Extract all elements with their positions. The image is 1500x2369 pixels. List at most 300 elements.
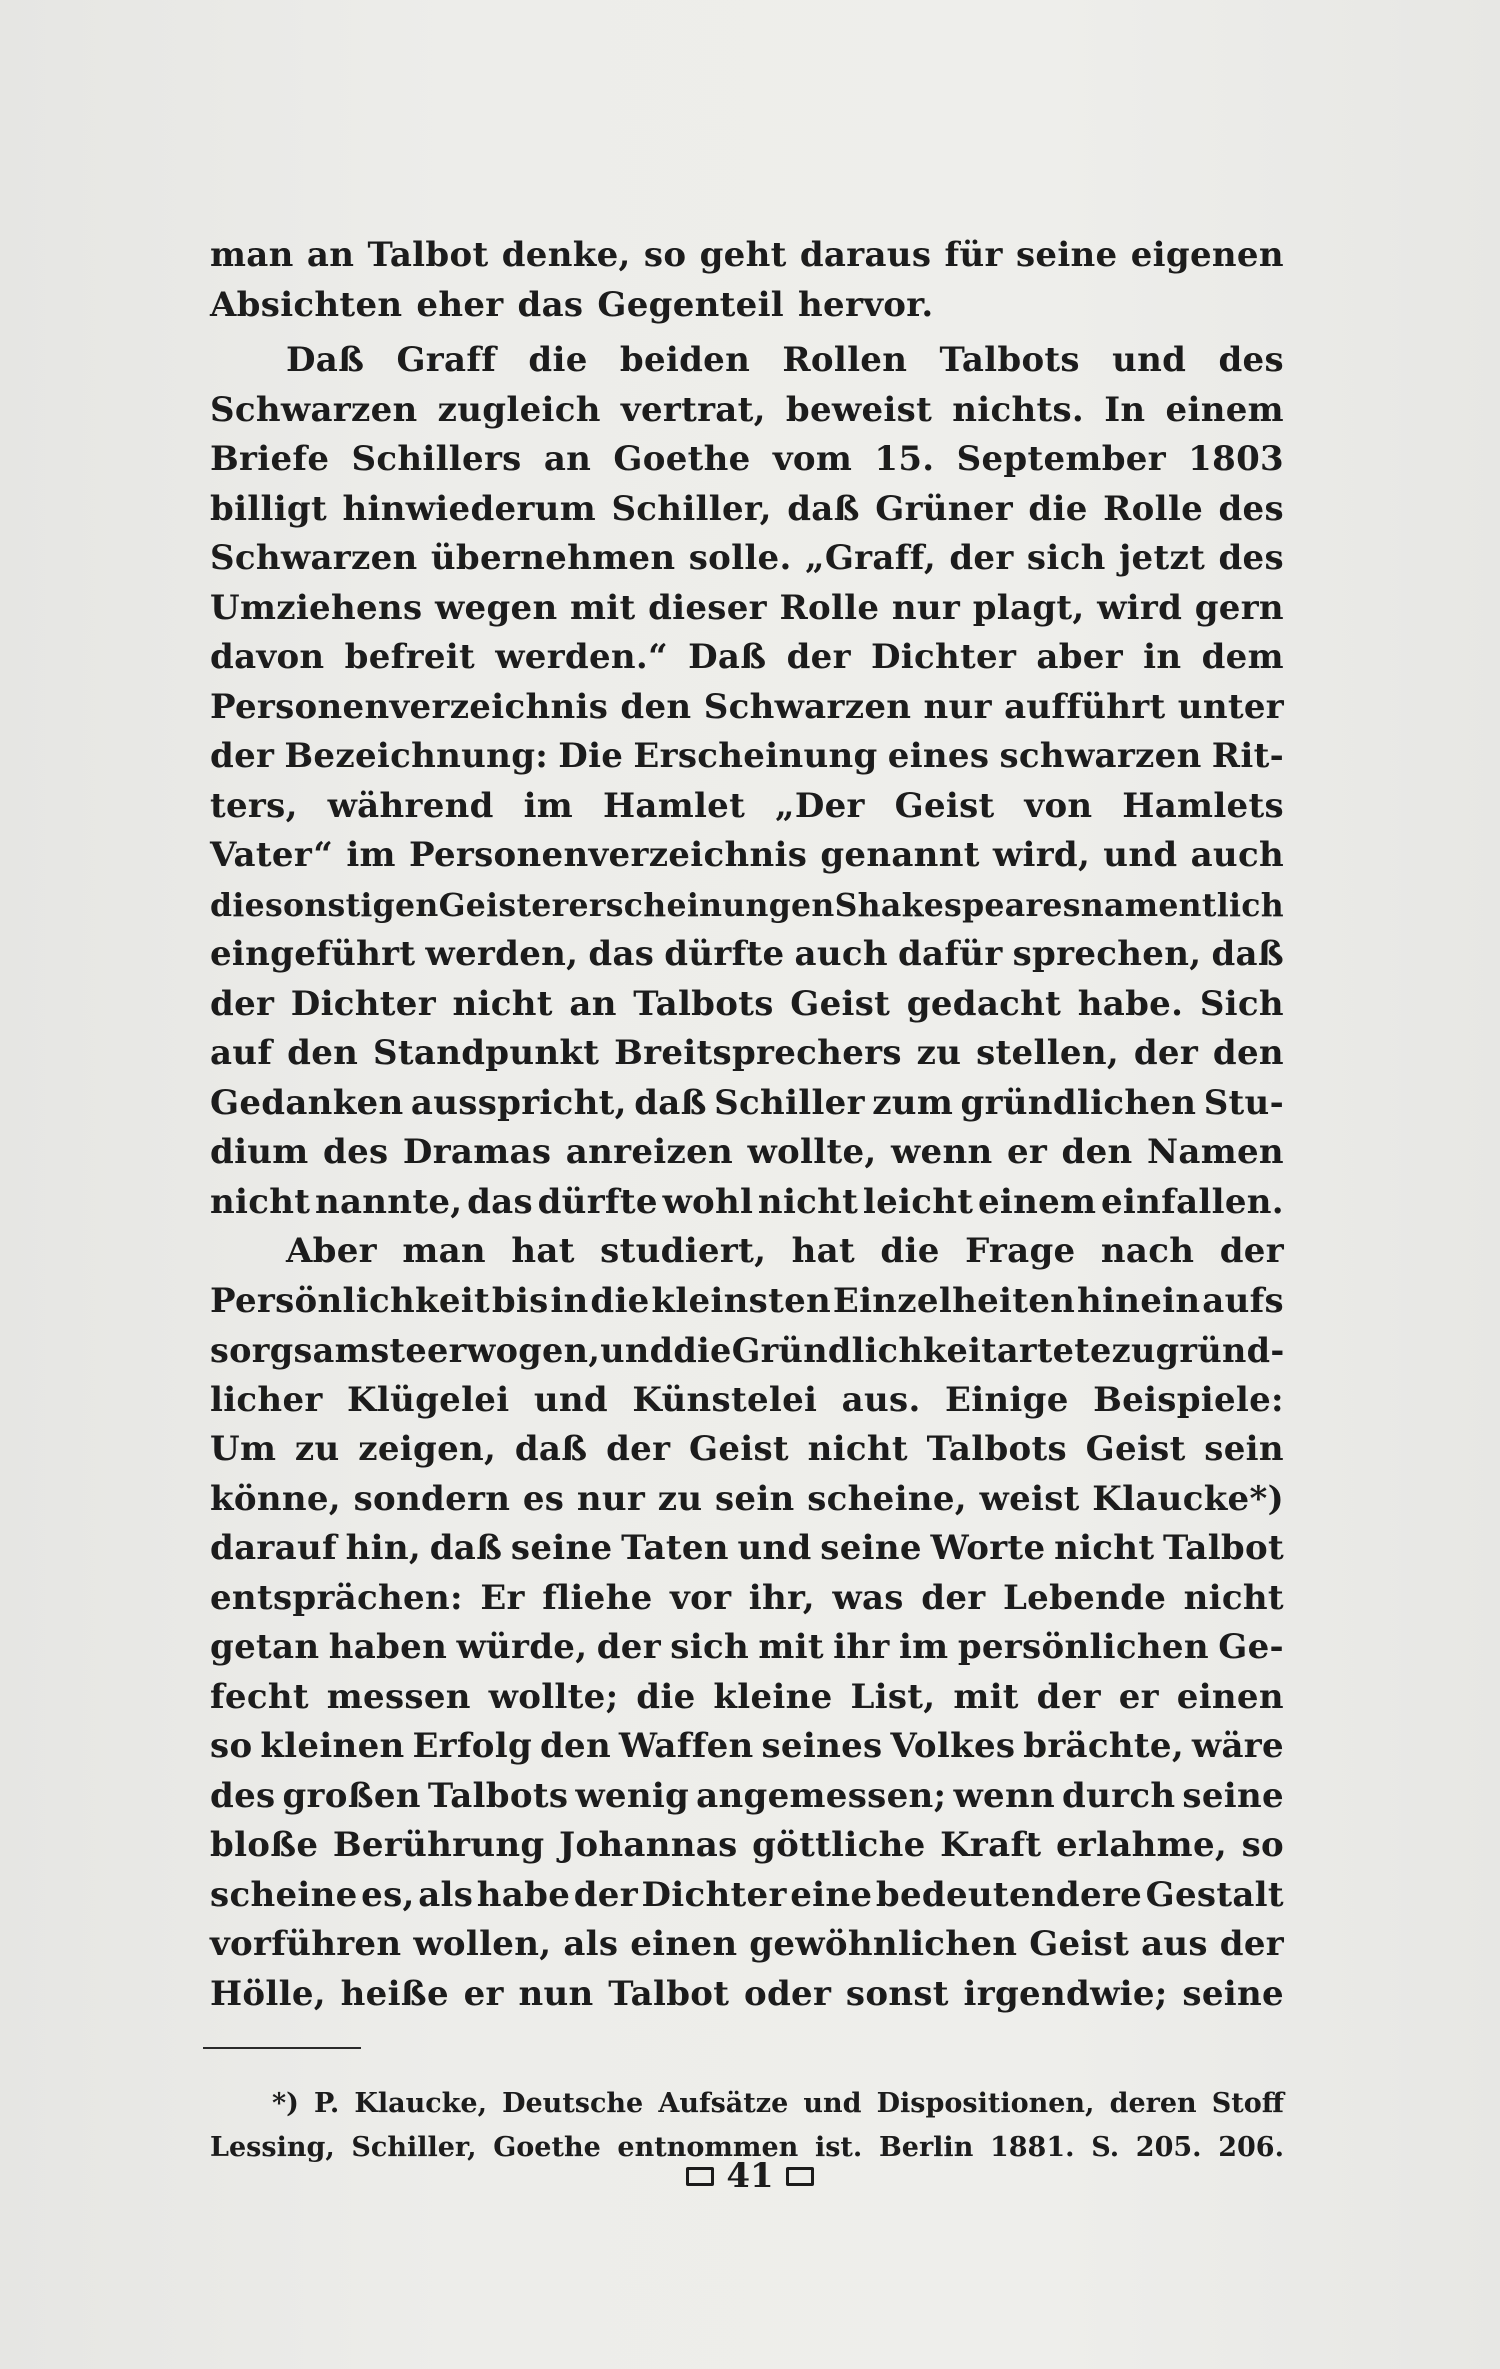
word: bedeutendere <box>875 1874 1143 1915</box>
word: wenig <box>575 1775 690 1816</box>
word: auch <box>1190 835 1284 875</box>
word: als <box>563 1924 619 1964</box>
text-line <box>210 281 1284 331</box>
word: Rolle <box>779 587 880 628</box>
word: gewöhnlichen <box>749 1924 1018 1964</box>
word: Stoff <box>1211 2088 1284 2119</box>
word: Schwarzen <box>210 538 418 578</box>
word: an <box>543 439 592 479</box>
word: habe. <box>1077 983 1184 1024</box>
word: im <box>523 785 574 826</box>
text-line <box>210 1277 1284 1327</box>
word: der <box>596 1627 661 1667</box>
word: dürfte <box>537 1181 658 1222</box>
word: Rollen <box>782 340 908 380</box>
text-line <box>210 584 1284 634</box>
word: die <box>528 340 588 380</box>
word: Volkes <box>890 1726 1016 1766</box>
word: messen <box>326 1676 471 1717</box>
word: den <box>1061 1132 1133 1172</box>
word: der <box>573 1874 638 1915</box>
word: und <box>1112 340 1187 380</box>
word: solle. <box>688 538 792 578</box>
word: leicht <box>862 1181 974 1222</box>
word: Geist <box>1085 1429 1186 1469</box>
word: daß <box>514 1429 588 1469</box>
word: des <box>210 1775 276 1816</box>
word: seine <box>510 1528 613 1568</box>
word: so <box>643 235 687 275</box>
word: sein <box>714 1478 795 1519</box>
word: befreit <box>344 637 475 677</box>
word: es, <box>361 1874 415 1915</box>
word: bloße <box>210 1825 319 1865</box>
word: einem <box>977 1181 1097 1222</box>
word: vertrat, <box>620 389 766 430</box>
word: und <box>533 1379 608 1420</box>
word: er <box>1006 1132 1048 1172</box>
word: Dramas <box>402 1132 552 1172</box>
word: wird <box>1097 587 1183 628</box>
word: Talbots <box>939 340 1080 380</box>
word: List, <box>850 1676 936 1717</box>
word: Goethe <box>613 439 751 479</box>
word: Erscheinung <box>633 736 878 776</box>
word: sich <box>1026 538 1106 578</box>
word: Waffen <box>618 1726 754 1766</box>
word: man <box>210 235 294 275</box>
word: gern <box>1194 587 1284 628</box>
word: mit <box>570 587 636 628</box>
word: Gedanken <box>210 1082 404 1123</box>
word: vom <box>772 439 853 479</box>
word: stellen, <box>976 1033 1120 1073</box>
word: weist <box>979 1478 1080 1519</box>
word: seines <box>761 1726 883 1766</box>
word: aufführt <box>1004 686 1166 727</box>
body-text <box>210 231 1284 2019</box>
word: im <box>898 1627 949 1667</box>
word: Personenverzeichnis <box>210 686 609 727</box>
word: ters, <box>210 785 298 826</box>
word: den <box>1212 1033 1284 1073</box>
word: Schiller, <box>611 488 772 529</box>
word: des <box>1218 488 1284 529</box>
word: aus. <box>841 1379 921 1420</box>
word: eigenen <box>1130 235 1284 275</box>
word: fecht <box>210 1676 309 1717</box>
word: ist. <box>814 2132 863 2163</box>
word: wenn <box>953 1775 1055 1816</box>
word: den <box>539 1726 611 1766</box>
word: zu <box>916 1033 962 1073</box>
word: angemessen; <box>696 1775 947 1816</box>
word: Beispiele: <box>1093 1379 1284 1420</box>
word: sondern <box>353 1478 511 1519</box>
text-line <box>210 732 1284 782</box>
word: genannt <box>820 835 980 875</box>
word: das <box>588 934 655 974</box>
word: Schiller, <box>351 2132 477 2163</box>
word: „Der <box>774 785 865 826</box>
word: der <box>786 637 851 677</box>
word: nun <box>518 1973 594 2014</box>
word: eingeführt <box>210 934 416 974</box>
word: wollte, <box>747 1132 877 1172</box>
word: Rit- <box>1211 736 1284 776</box>
text-line <box>210 386 1284 436</box>
text-line <box>210 881 1284 931</box>
word: daß <box>787 488 860 529</box>
word: vorführen <box>210 1924 402 1964</box>
word: der <box>949 538 1014 578</box>
word: 1881. <box>989 2132 1075 2163</box>
word: oder <box>743 1973 832 2014</box>
word: Persönlichkeit <box>210 1280 491 1321</box>
word: von <box>1024 785 1093 826</box>
word: zum <box>872 1082 954 1123</box>
word: das <box>467 1181 533 1222</box>
word: einfallen. <box>1100 1181 1284 1222</box>
text-line <box>210 1128 1284 1178</box>
word: vor <box>670 1577 732 1618</box>
word: an <box>306 235 355 275</box>
page-number-row <box>0 2156 1500 2196</box>
word: 205. <box>1135 2132 1202 2163</box>
text-line <box>210 782 1284 832</box>
word: jetzt <box>1118 538 1206 578</box>
word: aus <box>1141 1924 1208 1964</box>
word: hat <box>791 1231 855 1271</box>
text-line <box>210 1029 1284 1079</box>
word: einem <box>1165 389 1284 430</box>
word: „Graff, <box>804 538 936 578</box>
text-line <box>210 1920 1284 1970</box>
word: Aber <box>286 1231 377 1271</box>
text-line <box>210 1722 1284 1772</box>
word: übernehmen <box>430 538 676 578</box>
word: zu <box>294 1429 340 1469</box>
word: nicht <box>757 1181 859 1222</box>
word: der <box>921 1577 986 1618</box>
text-line <box>210 1772 1284 1822</box>
word: nicht <box>807 1429 908 1469</box>
word: dürfte <box>664 934 785 974</box>
word: nicht <box>210 1181 311 1222</box>
word: kleinsten <box>651 1280 832 1321</box>
word: des <box>1218 538 1284 578</box>
word: wollen, <box>413 1924 552 1964</box>
word: als <box>418 1874 474 1915</box>
word: bis <box>491 1280 549 1321</box>
word: Klügelei <box>347 1379 510 1420</box>
word: Um <box>210 1429 277 1469</box>
word: seine <box>1182 1775 1284 1816</box>
word: aber <box>1036 637 1123 677</box>
text-line <box>210 1079 1284 1129</box>
word: Talbots <box>427 1775 569 1816</box>
word: Einige <box>944 1379 1069 1420</box>
word: beiden <box>619 340 751 380</box>
word: die <box>673 1331 732 1370</box>
word: Dichter <box>871 637 1017 677</box>
word: irgendwie; <box>963 1973 1168 2014</box>
word: für <box>944 235 1003 275</box>
text-line <box>210 1673 1284 1723</box>
word: Bezeichnung: <box>284 736 549 776</box>
word: namentlich <box>1080 886 1284 924</box>
word: Schillers <box>351 439 522 479</box>
word: würde, <box>456 1627 588 1667</box>
word: Klaucke*) <box>1092 1478 1284 1519</box>
word: gedacht <box>906 983 1062 1024</box>
word: sein <box>1204 1429 1284 1469</box>
word: studiert, <box>600 1231 767 1271</box>
word: die <box>880 1231 940 1271</box>
word: nicht <box>1054 1528 1155 1568</box>
word: Graff <box>396 340 497 380</box>
word: Taten <box>621 1528 729 1568</box>
word: und <box>1103 835 1178 875</box>
word: Talbot <box>367 235 489 275</box>
word: Schiller <box>714 1082 865 1123</box>
word: 15. <box>874 439 935 479</box>
word: daß <box>634 1082 707 1123</box>
word: hat <box>511 1231 575 1271</box>
word: der <box>1133 1033 1199 1073</box>
text-line <box>210 485 1284 535</box>
word: seine <box>820 1528 922 1568</box>
word: des <box>323 1132 389 1172</box>
word: Daß <box>688 637 767 677</box>
word: erlahme, <box>1055 1825 1228 1865</box>
word: entsprächen: <box>210 1577 463 1618</box>
word: und <box>803 2088 862 2119</box>
word: in <box>1143 637 1182 677</box>
word: Sich <box>1199 983 1284 1024</box>
text-line <box>210 1623 1284 1673</box>
text-line <box>210 435 1284 485</box>
word: erwogen, <box>426 1331 601 1370</box>
word: mit <box>758 1627 824 1667</box>
word: Berlin <box>878 2132 974 2163</box>
word: sprechen, <box>1012 934 1202 974</box>
word: sonstigen <box>264 886 439 924</box>
word: hinein <box>1077 1280 1201 1321</box>
word: Hamlets <box>1122 785 1284 826</box>
word: es <box>522 1478 565 1519</box>
word: werden.“ <box>495 637 668 677</box>
word: Erfolg <box>412 1726 533 1766</box>
word: wäre <box>1191 1726 1284 1766</box>
word: wollte; <box>488 1676 619 1717</box>
word: In <box>1104 389 1146 430</box>
word: gründlichen <box>960 1082 1197 1123</box>
word: Gegenteil <box>597 284 785 325</box>
text-line <box>210 831 1284 881</box>
word: wegen <box>434 587 558 628</box>
text-line <box>210 930 1284 980</box>
word: daß <box>1211 934 1284 974</box>
word: Dichter <box>641 1874 787 1915</box>
word: und <box>600 1331 674 1370</box>
word: September <box>956 439 1166 479</box>
word: Die <box>558 736 624 776</box>
word: das <box>517 284 584 325</box>
word: Lessing, <box>210 2132 335 2163</box>
word: Aufsätze <box>658 2088 789 2119</box>
word: könne, <box>210 1478 341 1519</box>
text-line <box>210 1376 1284 1426</box>
word: eher <box>416 284 504 325</box>
word: hin, <box>345 1528 421 1568</box>
footnote-separator <box>203 2047 361 2049</box>
word: Einzelheiten <box>832 1280 1076 1321</box>
word: er <box>463 1973 504 2014</box>
word: seine <box>1015 235 1118 275</box>
word: zu <box>1111 1331 1156 1370</box>
word: an <box>569 983 617 1024</box>
word: Dispositionen, <box>876 2088 1095 2119</box>
word: habe <box>476 1874 571 1915</box>
word: sich <box>670 1627 749 1667</box>
word: Hamlet <box>602 785 746 826</box>
word: Lebende <box>1002 1577 1167 1618</box>
text-line <box>210 1227 1284 1277</box>
word: so <box>1241 1825 1284 1865</box>
word: einen <box>630 1924 738 1964</box>
text-line <box>210 534 1284 584</box>
word: der <box>1219 1924 1284 1964</box>
word: den <box>620 686 692 727</box>
word: Worte <box>930 1528 1046 1568</box>
word: billigt <box>210 488 328 529</box>
word: Personenverzeichnis <box>409 835 808 875</box>
word: ausspricht, <box>410 1082 627 1123</box>
word: Schwarzen <box>703 686 912 727</box>
word: Kraft <box>940 1825 1042 1865</box>
word: nicht <box>452 983 553 1024</box>
word: der <box>606 1429 671 1469</box>
word: fliehe <box>542 1577 653 1618</box>
word: der <box>210 736 275 776</box>
word: Geist <box>1029 1924 1130 1964</box>
word: dieser <box>648 587 767 628</box>
word: durch <box>1062 1775 1176 1816</box>
text-line <box>210 1425 1284 1475</box>
text-line <box>210 1574 1284 1624</box>
word: scheine, <box>807 1478 967 1519</box>
word: Geist <box>689 1429 789 1469</box>
word: den <box>287 1033 359 1073</box>
word: mit <box>953 1676 1019 1717</box>
word: großen <box>282 1775 421 1816</box>
word: dafür <box>897 934 1003 974</box>
word: Hölle, <box>210 1973 326 2014</box>
word: dem <box>1201 637 1284 677</box>
word: Briefe <box>210 439 330 479</box>
word: einen <box>1176 1676 1284 1717</box>
word: werden, <box>425 934 579 974</box>
word: anreizen <box>565 1132 734 1172</box>
box-ornament-left-icon <box>686 2167 714 2186</box>
word: getan <box>210 1627 320 1667</box>
word: Ge- <box>1218 1627 1284 1667</box>
word: licher <box>210 1379 323 1420</box>
word: Talbot <box>1163 1528 1284 1568</box>
word: Goethe <box>493 2132 601 2163</box>
word: Johannas <box>559 1825 738 1865</box>
word: des <box>1218 340 1284 380</box>
word: die <box>590 1280 650 1321</box>
word: nur <box>576 1478 646 1519</box>
word: seine <box>1182 1973 1284 2014</box>
word: auch <box>794 934 888 974</box>
word: eines <box>887 736 990 776</box>
word: nichts. <box>952 389 1085 430</box>
word: Deutsche <box>502 2088 644 2119</box>
word: Breitsprechers <box>614 1033 902 1073</box>
word: die <box>636 1676 696 1717</box>
word: denke, <box>501 235 631 275</box>
word: er <box>1118 1676 1159 1717</box>
word: hinwiederum <box>342 488 596 529</box>
word: nur <box>923 686 992 727</box>
word: Geistererscheinungen <box>438 886 835 924</box>
word: dium <box>210 1132 309 1172</box>
word: Daß <box>286 340 365 380</box>
word: Schwarzen <box>210 389 418 430</box>
word: Talbots <box>633 983 774 1024</box>
word: Künstelei <box>632 1379 818 1420</box>
word: beweist <box>785 389 933 430</box>
word: zu <box>657 1478 703 1519</box>
word: Shakespeares <box>834 886 1081 924</box>
word: sorgsamste <box>210 1331 427 1370</box>
word: Rolle <box>1103 488 1204 529</box>
word: unter <box>1177 686 1284 727</box>
word: artete <box>996 1331 1112 1370</box>
word: haben <box>328 1627 448 1667</box>
word: Geist <box>894 785 995 826</box>
word: ihr <box>833 1627 890 1667</box>
word: nach <box>1100 1231 1195 1271</box>
text-line <box>210 1871 1284 1921</box>
word: wenn <box>890 1132 993 1172</box>
word: *) <box>272 2088 299 2119</box>
box-ornament-right-icon <box>786 2167 814 2186</box>
word: P. <box>314 2088 340 2119</box>
word: nannte, <box>314 1181 463 1222</box>
word: daraus <box>799 235 932 275</box>
word: der <box>1219 1231 1284 1271</box>
word: plagt, <box>972 587 1085 628</box>
word: man <box>402 1231 486 1271</box>
text-line <box>210 1970 1284 2020</box>
word: Absichten <box>210 284 403 325</box>
text-line <box>210 980 1284 1030</box>
word: wohl <box>662 1181 754 1222</box>
word: daß <box>429 1528 503 1568</box>
word: geht <box>699 235 787 275</box>
word: während <box>327 785 494 826</box>
text-line <box>210 1524 1284 1574</box>
word: hervor. <box>798 284 934 325</box>
word: zeigen, <box>358 1429 497 1469</box>
word: davon <box>210 637 325 677</box>
word: Geist <box>790 983 891 1024</box>
word: Gründlichkeit <box>731 1331 997 1370</box>
